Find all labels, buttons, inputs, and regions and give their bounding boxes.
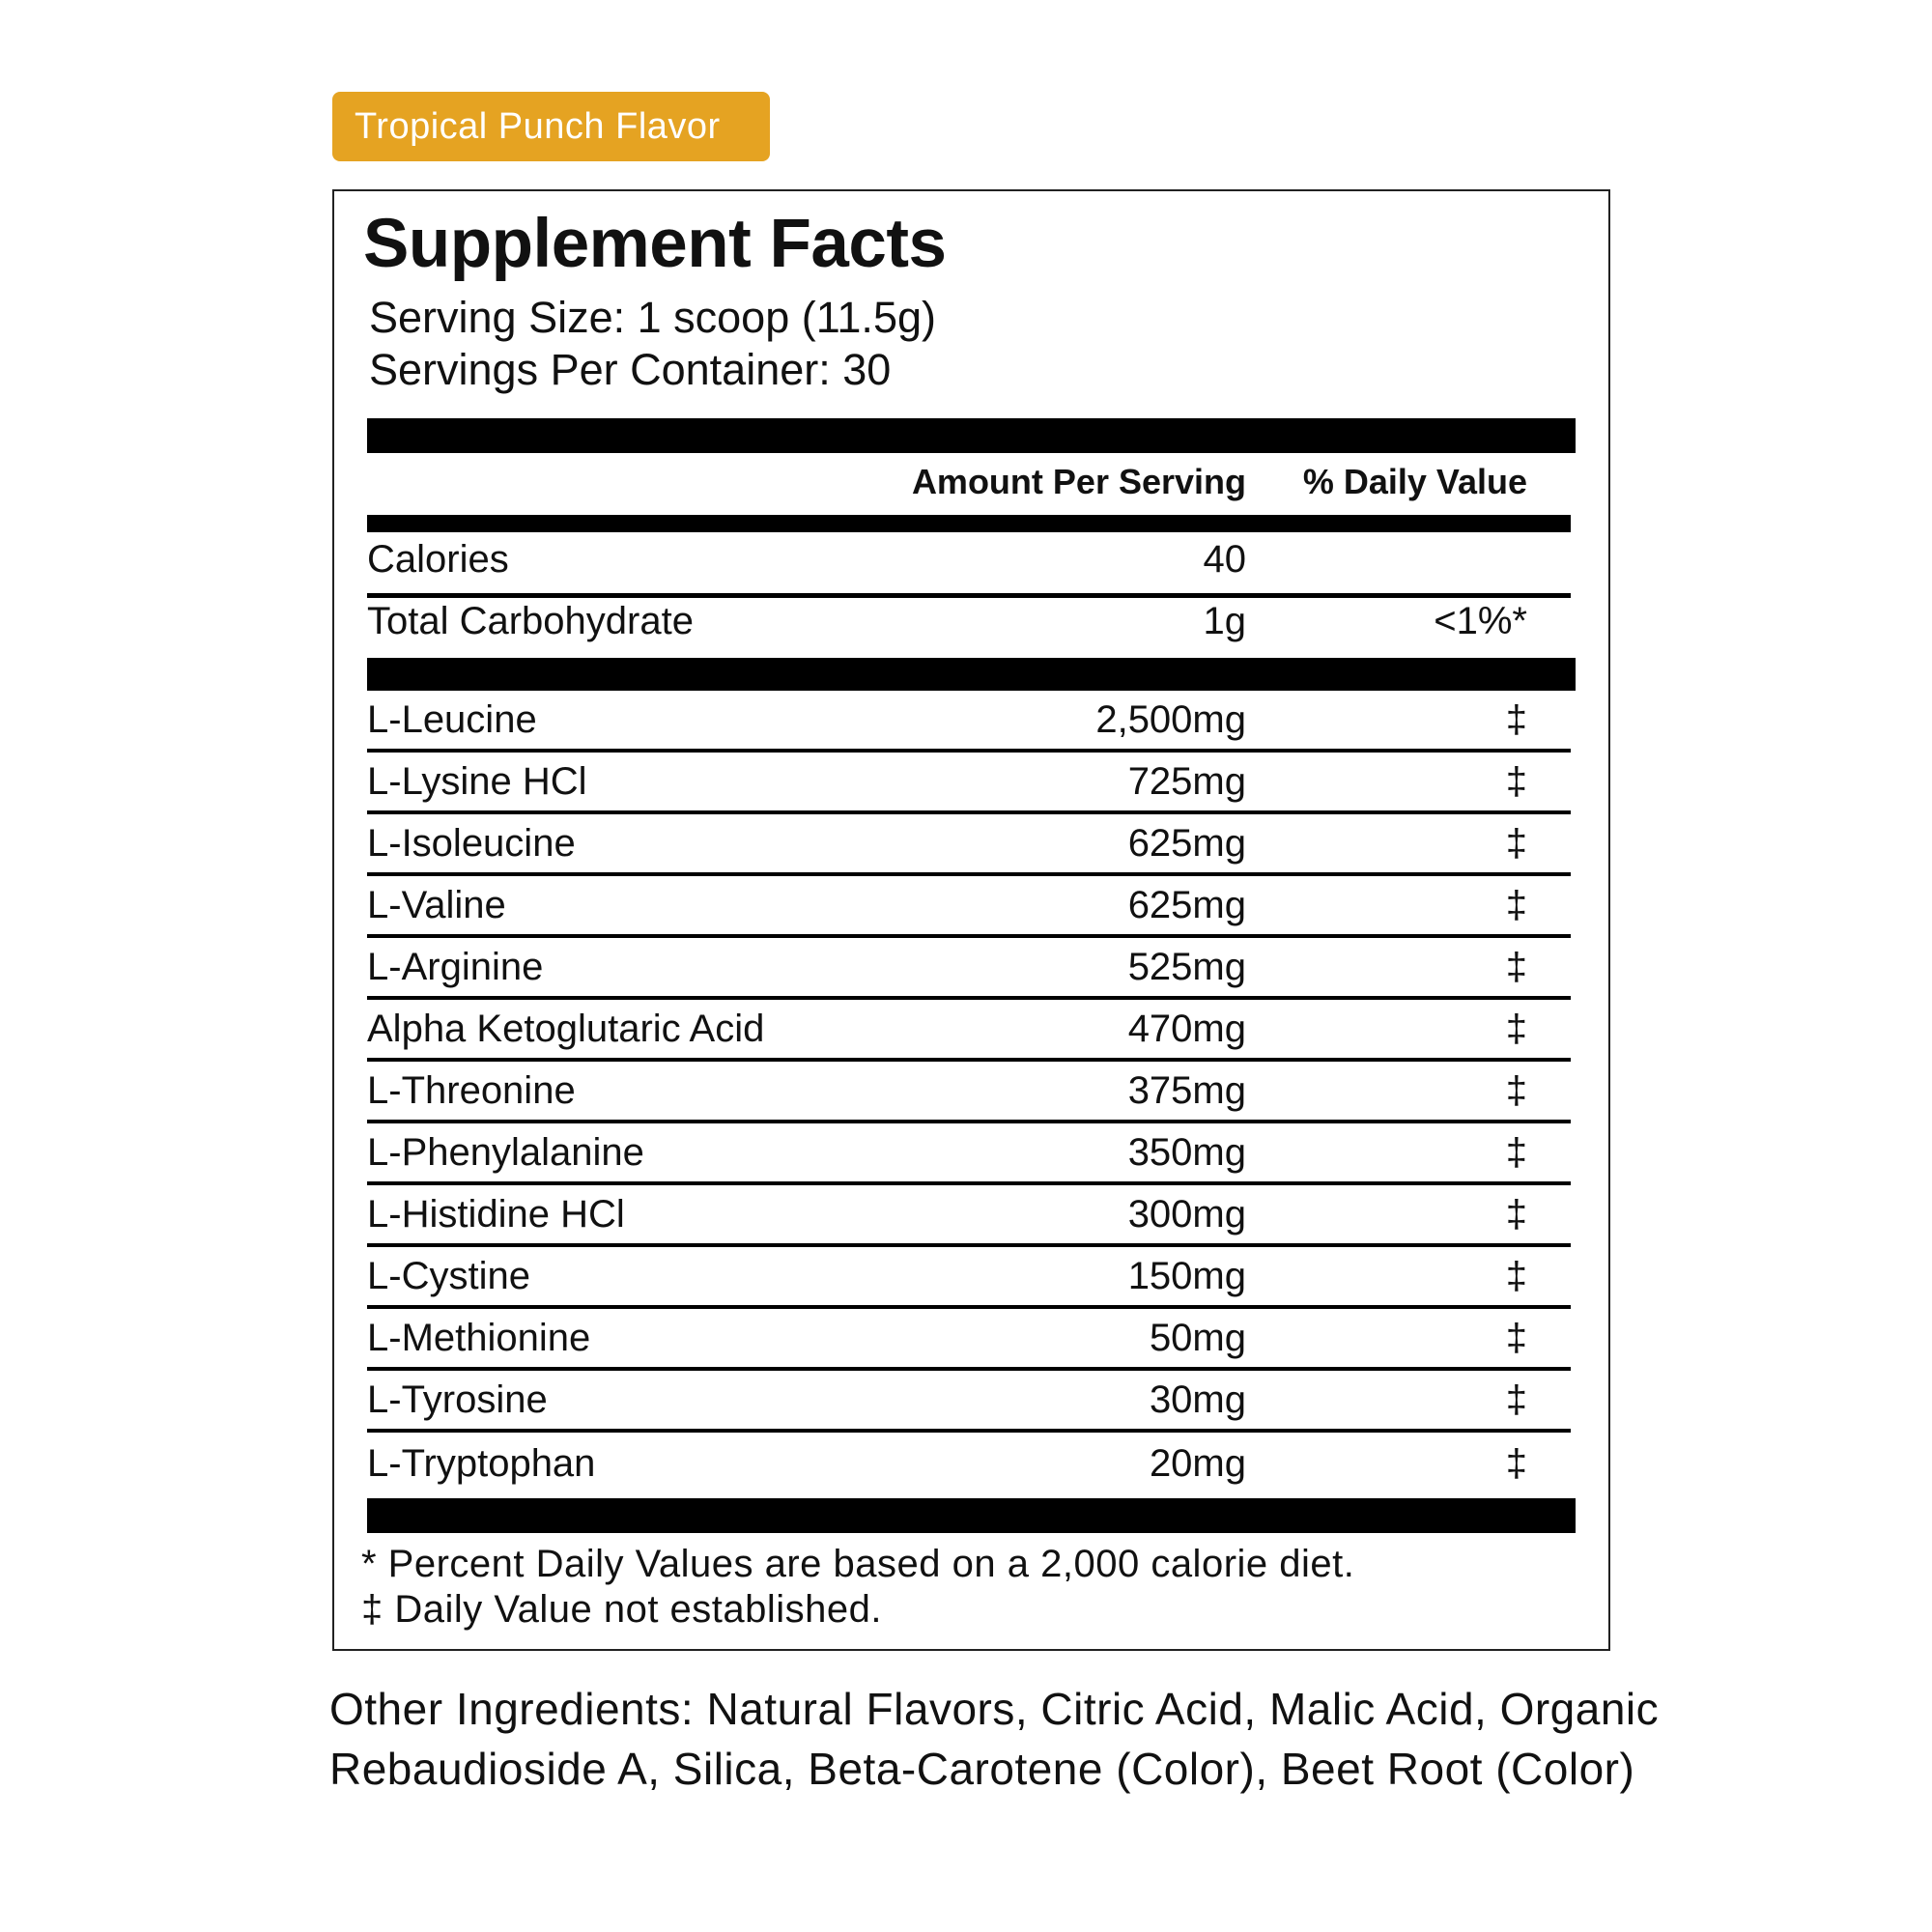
carbohydrate-label: Total Carbohydrate <box>367 600 694 642</box>
ingredient-row <box>367 691 1571 753</box>
thick-rule <box>367 658 1576 691</box>
ingredient-daily-value: ‡ <box>1505 821 1527 865</box>
ingredient-amount: 725mg <box>1127 759 1246 803</box>
ingredient-daily-value: ‡ <box>1505 883 1527 926</box>
ingredient-row <box>367 1247 1571 1309</box>
ingredient-daily-value: ‡ <box>1505 945 1527 988</box>
ingredient-name: L-Cystine <box>367 1254 530 1297</box>
ingredient-name: L-Lysine HCl <box>367 759 587 803</box>
daily-value-header: % Daily Value <box>1302 462 1527 501</box>
ingredient-amount: 150mg <box>1127 1254 1246 1297</box>
ingredient-name: L-Methionine <box>367 1316 591 1359</box>
other-ingredients: Other Ingredients: Natural Flavors, Citric Acid, Malic Acid, Organic Rebaudioside A, Silica, Beta-Carotene (Color), Beet Root (Color) <box>329 1684 1660 1794</box>
ingredient-amount: 470mg <box>1127 1007 1246 1050</box>
panel-title: Supplement Facts <box>363 206 947 282</box>
ingredient-name: L-Tryptophan <box>367 1441 596 1485</box>
servings-per-container: Servings Per Container: 30 <box>369 345 892 394</box>
ingredient-row <box>367 1062 1571 1123</box>
ingredient-name: L-Leucine <box>367 697 537 741</box>
ingredient-name: L-Valine <box>367 883 506 926</box>
ingredient-daily-value: ‡ <box>1505 1068 1527 1112</box>
ingredient-amount: 30mg <box>1149 1378 1246 1421</box>
ingredient-daily-value: ‡ <box>1505 1316 1527 1359</box>
ingredient-daily-value: ‡ <box>1505 1441 1527 1485</box>
serving-size: Serving Size: 1 scoop (11.5g) <box>369 293 936 342</box>
ingredient-amount: 625mg <box>1127 821 1246 865</box>
ingredient-name: Alpha Ketoglutaric Acid <box>367 1007 765 1050</box>
ingredient-row <box>367 1123 1571 1185</box>
ingredient-amount: 525mg <box>1127 945 1246 988</box>
ingredient-daily-value: ‡ <box>1505 1130 1527 1174</box>
ingredient-row <box>367 876 1571 938</box>
carbohydrate-amount: 1g <box>1203 600 1246 642</box>
ingredient-row <box>367 938 1571 1000</box>
ingredient-name: L-Threonine <box>367 1068 576 1112</box>
ingredient-daily-value: ‡ <box>1505 1192 1527 1236</box>
ingredient-daily-value: ‡ <box>1505 697 1527 741</box>
ingredient-amount: 2,500mg <box>1095 697 1246 741</box>
ingredient-row <box>367 1433 1571 1494</box>
thick-rule <box>367 418 1576 453</box>
ingredient-list <box>367 691 1571 1494</box>
ingredient-amount: 350mg <box>1127 1130 1246 1174</box>
divider <box>367 593 1571 598</box>
ingredient-name: L-Phenylalanine <box>367 1130 644 1174</box>
ingredient-daily-value: ‡ <box>1505 1254 1527 1297</box>
ingredient-amount: 50mg <box>1149 1316 1246 1359</box>
carbohydrate-daily-value: <1%* <box>1434 600 1527 642</box>
calories-amount: 40 <box>1203 538 1246 581</box>
flavor-badge: Tropical Punch Flavor <box>332 92 770 161</box>
ingredient-row <box>367 1371 1571 1433</box>
ingredient-amount: 375mg <box>1127 1068 1246 1112</box>
ingredient-row <box>367 1309 1571 1371</box>
header-rule <box>367 515 1571 532</box>
ingredient-daily-value: ‡ <box>1505 759 1527 803</box>
ingredient-name: L-Histidine HCl <box>367 1192 625 1236</box>
amount-header: Amount Per Serving <box>911 462 1246 501</box>
ingredient-row <box>367 753 1571 814</box>
ingredient-daily-value: ‡ <box>1505 1007 1527 1050</box>
ingredient-name: L-Arginine <box>367 945 544 988</box>
ingredient-row <box>367 1000 1571 1062</box>
ingredient-amount: 300mg <box>1127 1192 1246 1236</box>
ingredient-row <box>367 1185 1571 1247</box>
thick-rule <box>367 1498 1576 1533</box>
ingredient-amount: 20mg <box>1149 1441 1246 1485</box>
ingredient-daily-value: ‡ <box>1505 1378 1527 1421</box>
ingredient-name: L-Tyrosine <box>367 1378 548 1421</box>
calories-label: Calories <box>367 538 509 581</box>
footnote-percent-dv: * Percent Daily Values are based on a 2,000 calorie diet. <box>361 1543 1355 1585</box>
footnote-dv-not-established: ‡ Daily Value not established. <box>361 1588 883 1631</box>
ingredient-row <box>367 814 1571 876</box>
ingredient-name: L-Isoleucine <box>367 821 576 865</box>
ingredient-amount: 625mg <box>1127 883 1246 926</box>
